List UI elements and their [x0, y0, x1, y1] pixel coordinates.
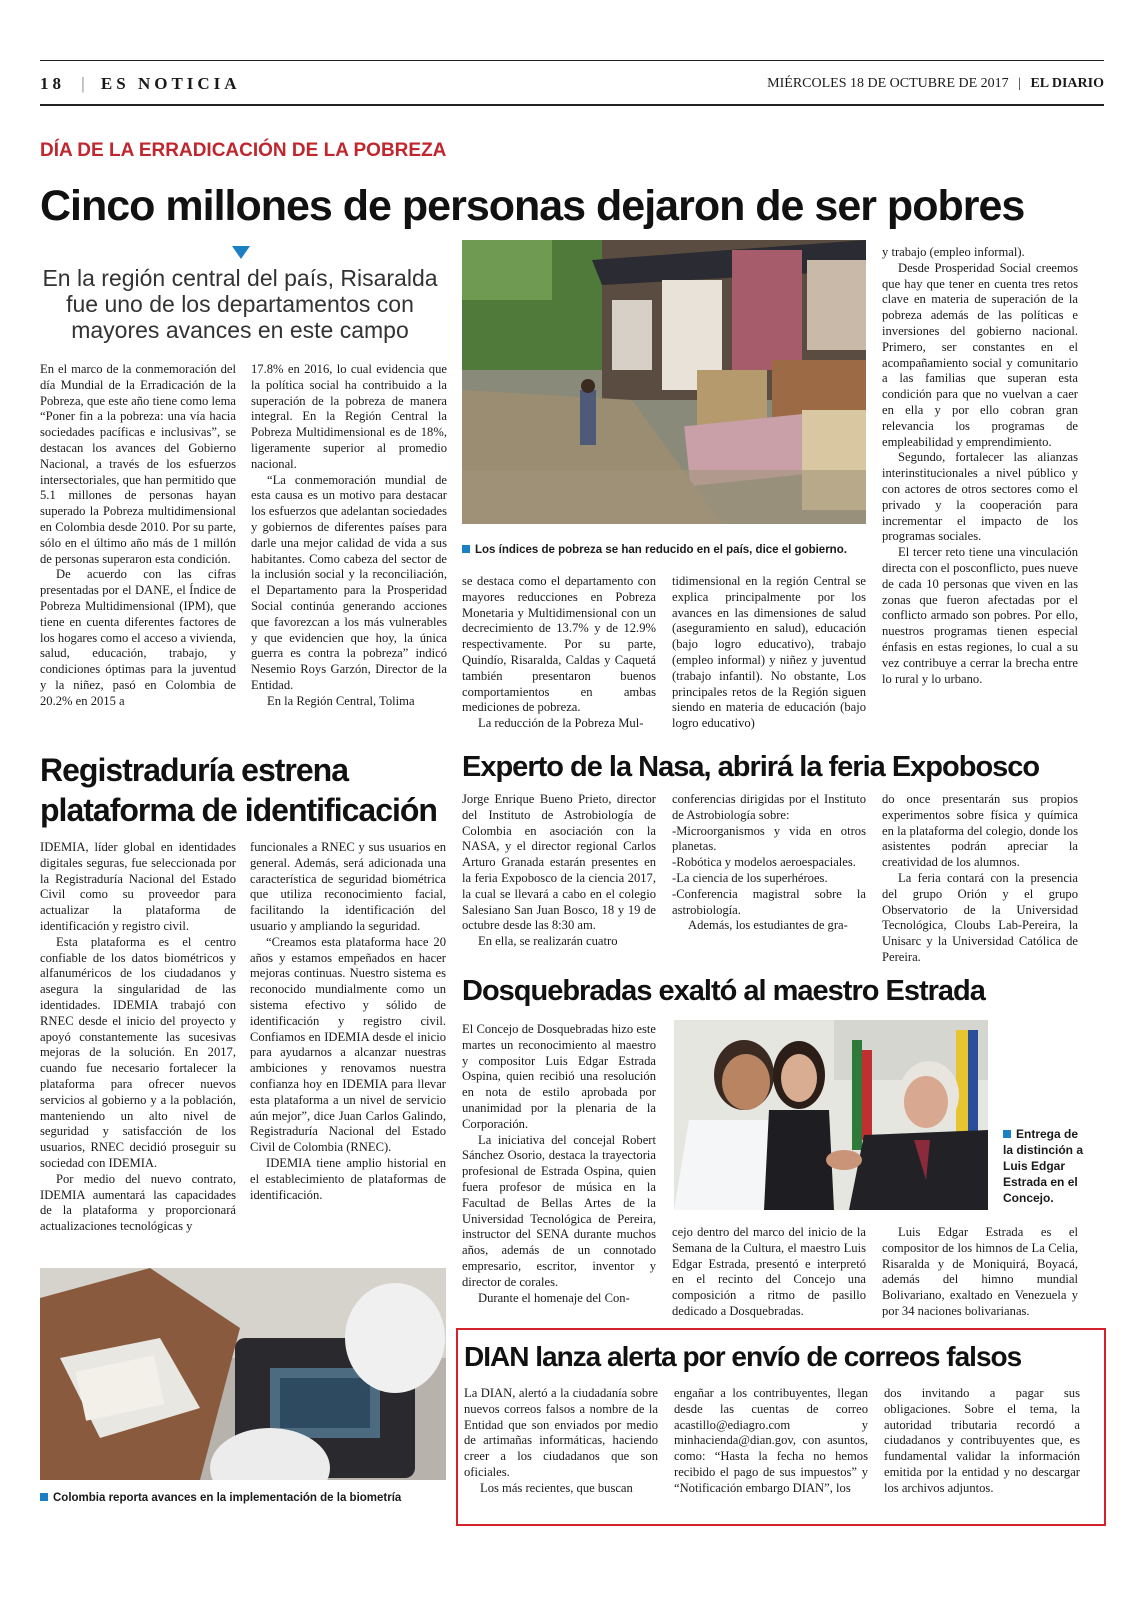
- dosquebradas-col3-p1: Luis Edgar Estrada es el compositor de los himnos de La Celia, Risaralda y de Moniquirá, Boyacá, además del himno mundial Bolivariano, exaltado en Venezuela y por 34 naciones bolivarianas.: [882, 1225, 1078, 1318]
- dateline-separator: |: [1018, 76, 1021, 91]
- concejo-photo: [674, 1020, 988, 1210]
- registraduria-col1-p2: Esta plataforma es el centro confiable de los datos biométricos y alfanuméricos de los ciudadanos y asegura la singularidad de las identidades. IDEMIA trabajó con RNEC desde el inicio del proyecto y apoyó constantemente las sucesivas mejoras de la solución. En 2017, cuando fue necesario fortalecer la plataforma para ofrecer nuevos servicios al gobierno y a la población, manteniendo un alto nivel de seguridad y satisfacción de los usuarios, RNEC decidió proseguir su sociedad con IDEMIA.: [40, 934, 236, 1170]
- deck-arrow-icon: [232, 246, 250, 259]
- lead-col5-p4: El tercer reto tiene una vinculación directa con el posconflicto, pues nueve de cada 10 personas que viven en las zonas que fueron afectadas por el conflicto armado son pobres. Por ello, nuestros programas tienen especial énfasis en estas regiones, lo cual a su vez contribuye a cerrar la brecha entre lo rural y lo urbano.: [882, 545, 1078, 686]
- lead-column-2: [251, 362, 447, 710]
- lead-col5-p1: y trabajo (empleo informal).: [882, 245, 1025, 259]
- lead-col5-p2: Desde Prosperidad Social creemos que hay que tener en cuenta tres retos clave en materia de superación de la pobreza además de las políticas e inversiones del gobierno nacional. Primero, ser constantes en el acompañamiento social y comunitario a las familias que superan esta condición para que no vuelvan a caer en ella y por ello cobran gran relevancia los programas de empleabilidad y emprendimiento.: [882, 260, 1078, 449]
- caption-square-icon: [1003, 1130, 1011, 1138]
- page-folio: [40, 74, 241, 94]
- dian-col2-p1: engañar a los contribuyentes, llegan desde las cuentas de correo acastillo@ediagro.com y minhacienda@dian.gov, con asuntos, como: “Hasta la fecha no hemos recibido el pago de sus impuestos” y “Notificación embargo DIAN”, los: [674, 1386, 868, 1495]
- lead-col4-p1: tidimensional en la región Central se explica principalmente por los avances en las dimensiones de salud (aseguramiento en salud), educación (bajo logro educativo), trabajo (empleo informal) y niñez y juventud (trabajo infantil). No obstante, Los principales retos de la Región siguen siendo en materia de educación (bajo logro educativo): [672, 574, 866, 731]
- poverty-photo-caption: [462, 543, 866, 558]
- nasa-col3-p1: do once presentarán sus propios experimentos sobre física y química en la plataforma del colegio, donde los asistentes podrán apreciar la creatividad de los alumnos.: [882, 792, 1078, 870]
- nasa-col2-p5: -Conferencia magistral sobre la astrobiología.: [672, 886, 866, 917]
- paper-name: EL DIARIO: [1030, 76, 1104, 91]
- registraduria-headline-line2: plataforma de identificación: [40, 792, 437, 828]
- dosquebradas-column-1: [462, 1022, 656, 1306]
- nasa-col2-p3: -Robótica y modelos aeroespaciales.: [672, 855, 856, 870]
- registraduria-headline: [40, 750, 450, 830]
- dosquebradas-col1-p3: Durante el homenaje del Con-: [478, 1290, 630, 1305]
- nasa-column-1: [462, 792, 656, 950]
- concejo-photo-image: [674, 1020, 988, 1210]
- lead-col1-p1: En el marco de la conmemoración del día Mundial de la Erradicación de la Pobreza, que este año tiene como lema “Poner fin a la pobreza: una vía hacia sociedades pacíficas e inclusivas”, se destacan los avances del Gobierno Nacional, a través de los esfuerzos intersectoriales, que han permitido que 5.1 millones de personas hayan superado la Pobreza multidimensional en Colombia desde 2010. Por su parte, sólo en el último año más de 1 millón de personas superaron esta condición.: [40, 362, 236, 566]
- dosquebradas-headline: Dosquebradas exaltó al maestro Estrada: [462, 975, 985, 1007]
- caption-square-icon: [462, 545, 470, 553]
- dateline: [767, 76, 1104, 92]
- registraduria-col1-p1: IDEMIA, líder global en identidades digitales seguras, fue seleccionada por la Registraduría Nacional del Estado Civil como su proveedor para actualizar la plataforma de identificación y registro civil.: [40, 840, 236, 933]
- registraduria-column-1: [40, 840, 236, 1235]
- nasa-column-3: [882, 792, 1078, 966]
- poverty-photo-image: [462, 240, 866, 524]
- concejo-caption-text: Entrega de la distinción a Luis Edgar Estrada en el Concejo.: [1003, 1127, 1084, 1205]
- dosquebradas-col1-p2: La iniciativa del concejal Robert Sánchez Osorio, destaca la trayectoria profesional de Estrada Ospina, quien fuera profesor de música en la Facultad de Bellas Artes de la Universidad Tecnológica de Pereira, instructor del SENA durante muchos años, además de un connotado empresario, escritor, inventor y director de corales.: [462, 1132, 656, 1289]
- folio-separator: |: [81, 74, 85, 93]
- lead-col2-p1: 17.8% en 2016, lo cual evidencia que la política social ha contribuido a la superación de la pobreza de manera integral. En la Región Central la Pobreza Multidimensional es de 18%, ligeramente superior al promedio nacional.: [251, 362, 447, 471]
- dosquebradas-col2-p1: cejo dentro del marco del inicio de la Semana de la Cultura, el maestro Luis Edgar Estrada, presentó e interpretó en el recinto del Concejo una composición a ritmo de pasillo dedicado a Dosquebradas.: [672, 1225, 866, 1318]
- top-rule: [40, 60, 1104, 61]
- biometrics-photo-caption: [40, 1491, 446, 1506]
- lead-column-4: [672, 574, 866, 732]
- dosquebradas-col1-p1: El Concejo de Dosquebradas hizo este martes un reconocimiento al maestro y compositor Luis Edgar Estrada Ospina, quien recibió una resolución en nota de estilo aprobada por unanimidad por la plenaria de la Corporación.: [462, 1022, 656, 1131]
- dian-column-1: [464, 1386, 658, 1497]
- dian-col3-p1: dos invitando a pagar sus obligaciones. Sobre el tema, la autoridad tributaria recordó a ciudadanos y contribuyentes que, es fundamental validar la información emitida por la entidad y no descargar los archivos adjuntos.: [884, 1386, 1080, 1495]
- poverty-photo: [462, 240, 866, 524]
- dian-headline: DIAN lanza alerta por envío de correos falsos: [464, 1341, 1022, 1372]
- lead-column-1: [40, 362, 236, 710]
- lead-col2-p2: “La conmemoración mundial de esta causa es un motivo para destacar los esfuerzos que adelantan sociedades y gobiernos de diferentes países para darle una mejor calidad de vida a sus habitantes. Como cabeza del sector de la inclusión social y la reconciliación, el Departamento para la Prosperidad Social continúa generando acciones que favorezcan a los más vulnerables y que evidencien que hoy, la única guerra es contra la pobreza” indicó Nesemio Roys Garzón, Director de la Entidad.: [251, 472, 447, 692]
- masthead-rule: [40, 104, 1104, 106]
- caption-square-icon: [40, 1493, 48, 1501]
- lead-deck: En la región central del país, Risaralda fue uno de los departamentos con mayores avances en este campo: [42, 265, 438, 343]
- nasa-col1-p1: Jorge Enrique Bueno Prieto, director del Instituto de Astrobiología de Colombia en asociación con la NASA, y el director regional Carlos Arturo Granada estarán presentes en la feria Expobosco de la ciencia 2017, la cual se llevará a cabo en el colegio Salesiano San Juan Bosco, 18 y 19 de octubre desde las 8:30 am.: [462, 792, 656, 933]
- biometrics-caption-text: Colombia reporta avances en la implementación de la biometría: [53, 1492, 402, 1504]
- nasa-col1-p2: En ella, se realizarán cuatro: [478, 934, 618, 949]
- dosquebradas-column-2: [672, 1225, 866, 1320]
- dosquebradas-column-3: [882, 1225, 1078, 1320]
- lead-column-3: [462, 574, 656, 732]
- nasa-col2-p2: -Microorganismos y vida en otros planetas.: [672, 823, 866, 854]
- lead-column-5: [882, 245, 1078, 687]
- registraduria-col1-p3: Por medio del nuevo contrato, IDEMIA aumentará las capacidades de la plataforma y proporcionará actualizaciones tecnológicas y: [40, 1171, 236, 1234]
- nasa-headline: Experto de la Nasa, abrirá la feria Expobosco: [462, 751, 1040, 783]
- nasa-column-2: [672, 792, 866, 934]
- biometrics-photo-image: [40, 1268, 446, 1480]
- biometrics-photo: [40, 1268, 446, 1480]
- poverty-caption-text: Los índices de pobreza se han reducido en el país, dice el gobierno.: [475, 544, 847, 556]
- registraduria-col2-p2: “Creamos esta plataforma hace 20 años y estamos empeñados en hacer mejoras continuas. Nuestro sistema es reconocido mundialmente como un sistema efectivo y sólido de identificación y registro civil. Confiamos en IDEMIA desde el inicio para ayudarnos a alcanzar nuestras ambiciones y renovamos nuestra confianza hoy en IDEMIA para llevar esta plataforma a un nivel de servicio aún mejor”, dice Juan Carlos Galindo, Registraduría Nacional del Estado Civil de Colombia (RNEC).: [250, 934, 446, 1155]
- lead-col3-p2: La reducción de la Pobreza Mul-: [478, 716, 644, 731]
- nasa-col2-p1: conferencias dirigidas por el Instituto de Astrobiología sobre:: [672, 792, 866, 822]
- lead-col1-p2: De acuerdo con las cifras presentadas por el DANE, el Índice de Pobreza Multidimensional (IPM), que tiene en cuenta diferentes factores de los hogares como el acceso a vivienda, salud, educación, trabajo, y condiciones óptimas para la juventud y la niñez, pasó en Colombia de 20.2% en 2015 a: [40, 567, 236, 708]
- dian-column-2: [674, 1386, 868, 1497]
- page-number: 18: [40, 74, 65, 93]
- lead-col5-p3: Segundo, fortalecer las alianzas interinstitucionales a nivel público y con actores de otros sectores como el privado y la cooperación para incrementar el impacto de los programas sociales.: [882, 450, 1078, 544]
- lead-kicker: DÍA DE LA ERRADICACIÓN DE LA POBREZA: [40, 140, 447, 161]
- registraduria-headline-line1: Registraduría estrena: [40, 752, 349, 788]
- registraduria-col2-p3: IDEMIA tiene amplio historial en el establecimiento de plataformas de identificación.: [250, 1155, 446, 1202]
- concejo-photo-caption: [1003, 1126, 1083, 1206]
- issue-date: MIÉRCOLES 18 DE OCTUBRE DE 2017: [767, 76, 1009, 91]
- registraduria-col2-p1: funcionales a RNEC y sus usuarios en general. Además, será adicionada una característica de seguridad biométrica que utiliza reconocimiento facial, facilitando la identificación del usuario y ampliando la seguridad.: [250, 840, 446, 933]
- dian-col1-p2: Los más recientes, que buscan: [480, 1480, 633, 1495]
- nasa-col2-p4: -La ciencia de los superhéroes.: [672, 870, 828, 885]
- nasa-col3-p2: La feria contará con la presencia del grupo Orión y el grupo Observatorio de la Universidad Tecnológica, Cloubs Lab-Pereira, la Unisarc y la Universidad Católica de Pereira.: [882, 870, 1078, 964]
- lead-col3-p1: se destaca como el departamento con mayores reducciones en Pobreza Monetaria y Multidimensional con un decrecimiento de 13.7% y de 12.9% respectivamente. Por su parte, Quindío, Risaralda, Caldas y Caquetá también presentaron buenos comportamientos en ambas mediciones de pobreza.: [462, 574, 656, 715]
- dian-column-3: [884, 1386, 1080, 1497]
- dian-col1-p1: La DIAN, alertó a la ciudadanía sobre nuevos correos falsos a nombre de la Entidad que son enviados por medio de artimañas informáticas, haciendo creer a los ciudadanos que son oficiales.: [464, 1386, 658, 1479]
- registraduria-column-2: [250, 840, 446, 1203]
- nasa-col2-p6: Además, los estudiantes de gra-: [688, 918, 848, 933]
- lead-col2-p3: En la Región Central, Tolima: [267, 693, 415, 708]
- section-name: ES NOTICIA: [100, 74, 241, 93]
- lead-headline: Cinco millones de personas dejaron de ser pobres: [40, 182, 1025, 230]
